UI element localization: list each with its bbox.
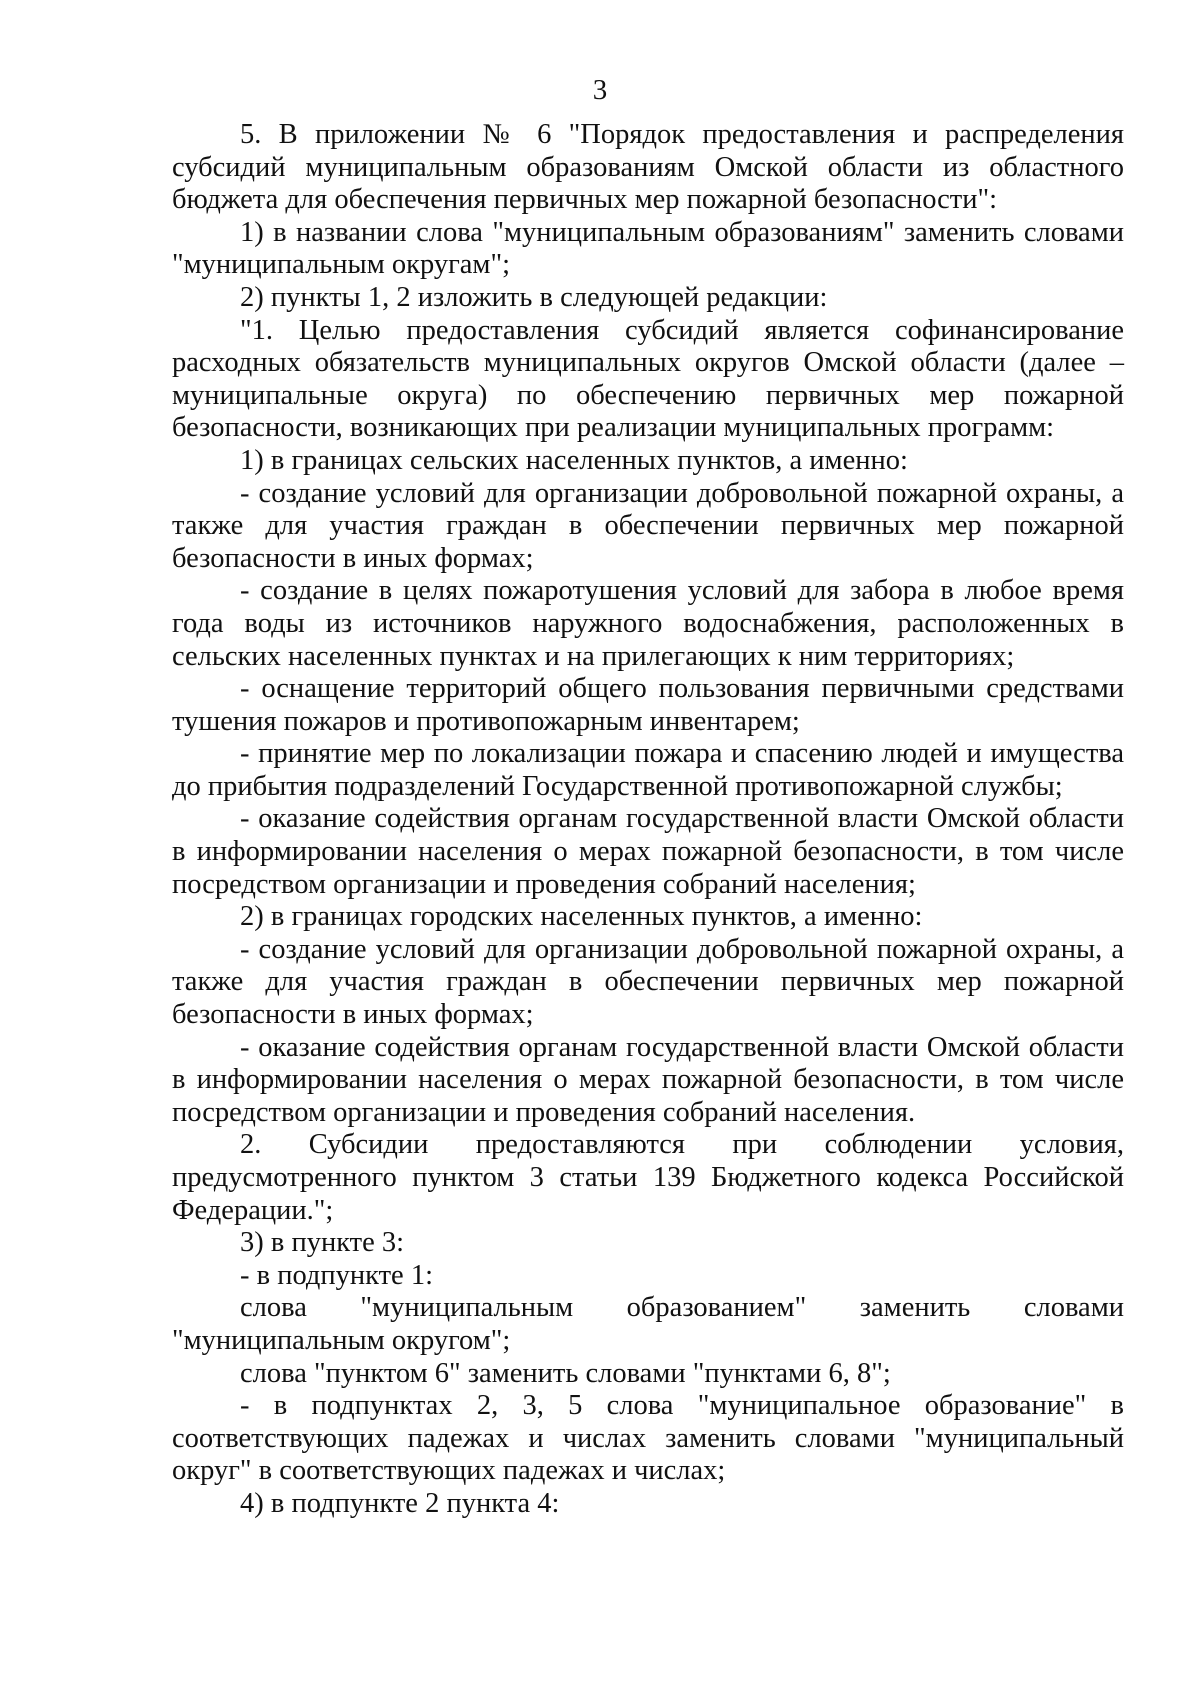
paragraph-urban-settlements: 2) в границах городских населенных пунктов, а именно: [240, 901, 923, 933]
paragraph-item-2-points: 2) пункты 1, 2 изложить в следующей редакции: [240, 281, 828, 313]
page-number: 3 [592, 74, 608, 106]
paragraph-amendment-5: 5. В приложении № 6 "Порядок предоставления и распределения субсидий муниципальным образованиям Омской области из областного бюджета для обеспечения первичных мер пожарной безопасности": [172, 119, 1124, 216]
paragraph-point-1-goal: "1. Целью предоставления субсидий является софинансирование расходных обязательств муниципальных округов Омской области (далее – муниципальные округа) по обеспечению первичных мер пожарной безопасности, возникающих при реализации муниципальных программ: [172, 314, 1124, 444]
paragraph-replace-point: слова "пунктом 6" заменить словами "пунктами 6, 8"; [240, 1357, 891, 1389]
list-item: - создание условий для организации добровольной пожарной охраны, а также для участия граждан в обеспечении первичных мер пожарной безопасности в иных формах; [172, 933, 1124, 1031]
paragraph-point-2-subsidies: 2. Субсидии предоставляются при соблюдении условия, предусмотренного пунктом 3 статьи 139 Бюджетного кодекса Российской Федерации."; [172, 1129, 1124, 1226]
paragraph-replace-words: слова "муниципальным образованием" заменить словами "муниципальным округом"; [172, 1292, 1124, 1356]
list-item: - создание условий для организации добровольной пожарной охраны, а также для участия граждан в обеспечении первичных мер пожарной безопасности в иных формах; [172, 477, 1124, 574]
paragraph-rural-settlements: 1) в границах сельских населенных пунктов, а именно: [240, 444, 908, 476]
list-item: - создание в целях пожаротушения условий для забора в любое время года воды из источников наружного водоснабжения, расположенных в сельских населенных пунктах и на прилегающих к ним территориях; [172, 575, 1124, 672]
list-item: - оказание содействия органам государственной власти Омской области в информировании населения о мерах пожарной безопасности, в том числе посредством организации и проведения собраний населения. [172, 1031, 1124, 1128]
list-item: - оснащение территорий общего пользования первичными средствами тушения пожаров и противопожарным инвентарем; [172, 673, 1124, 737]
paragraph-item-1-title: 1) в названии слова "муниципальным образованиям" заменить словами "муниципальным округам"; [172, 216, 1124, 281]
paragraph-subitems-2-3-5: - в подпунктах 2, 3, 5 слова "муниципальное образование" в соответствующих падежах и числах заменить словами "муниципальный округ" в соответствующих падежах и числах; [172, 1390, 1124, 1487]
paragraph-item-3: 3) в пункте 3: [240, 1227, 405, 1259]
document-body [172, 119, 1124, 1521]
paragraph-subitem-1: - в подпункте 1: [240, 1259, 434, 1291]
list-item: - оказание содействия органам государственной власти Омской области в информировании населения о мерах пожарной безопасности, в том числе посредством организации и проведения собраний населения; [172, 803, 1124, 900]
list-item: - принятие мер по локализации пожара и спасению людей и имущества до прибытия подразделений Государственной противопожарной службы; [172, 738, 1124, 802]
paragraph-item-4: 4) в подпункте 2 пункта 4: [240, 1487, 560, 1519]
